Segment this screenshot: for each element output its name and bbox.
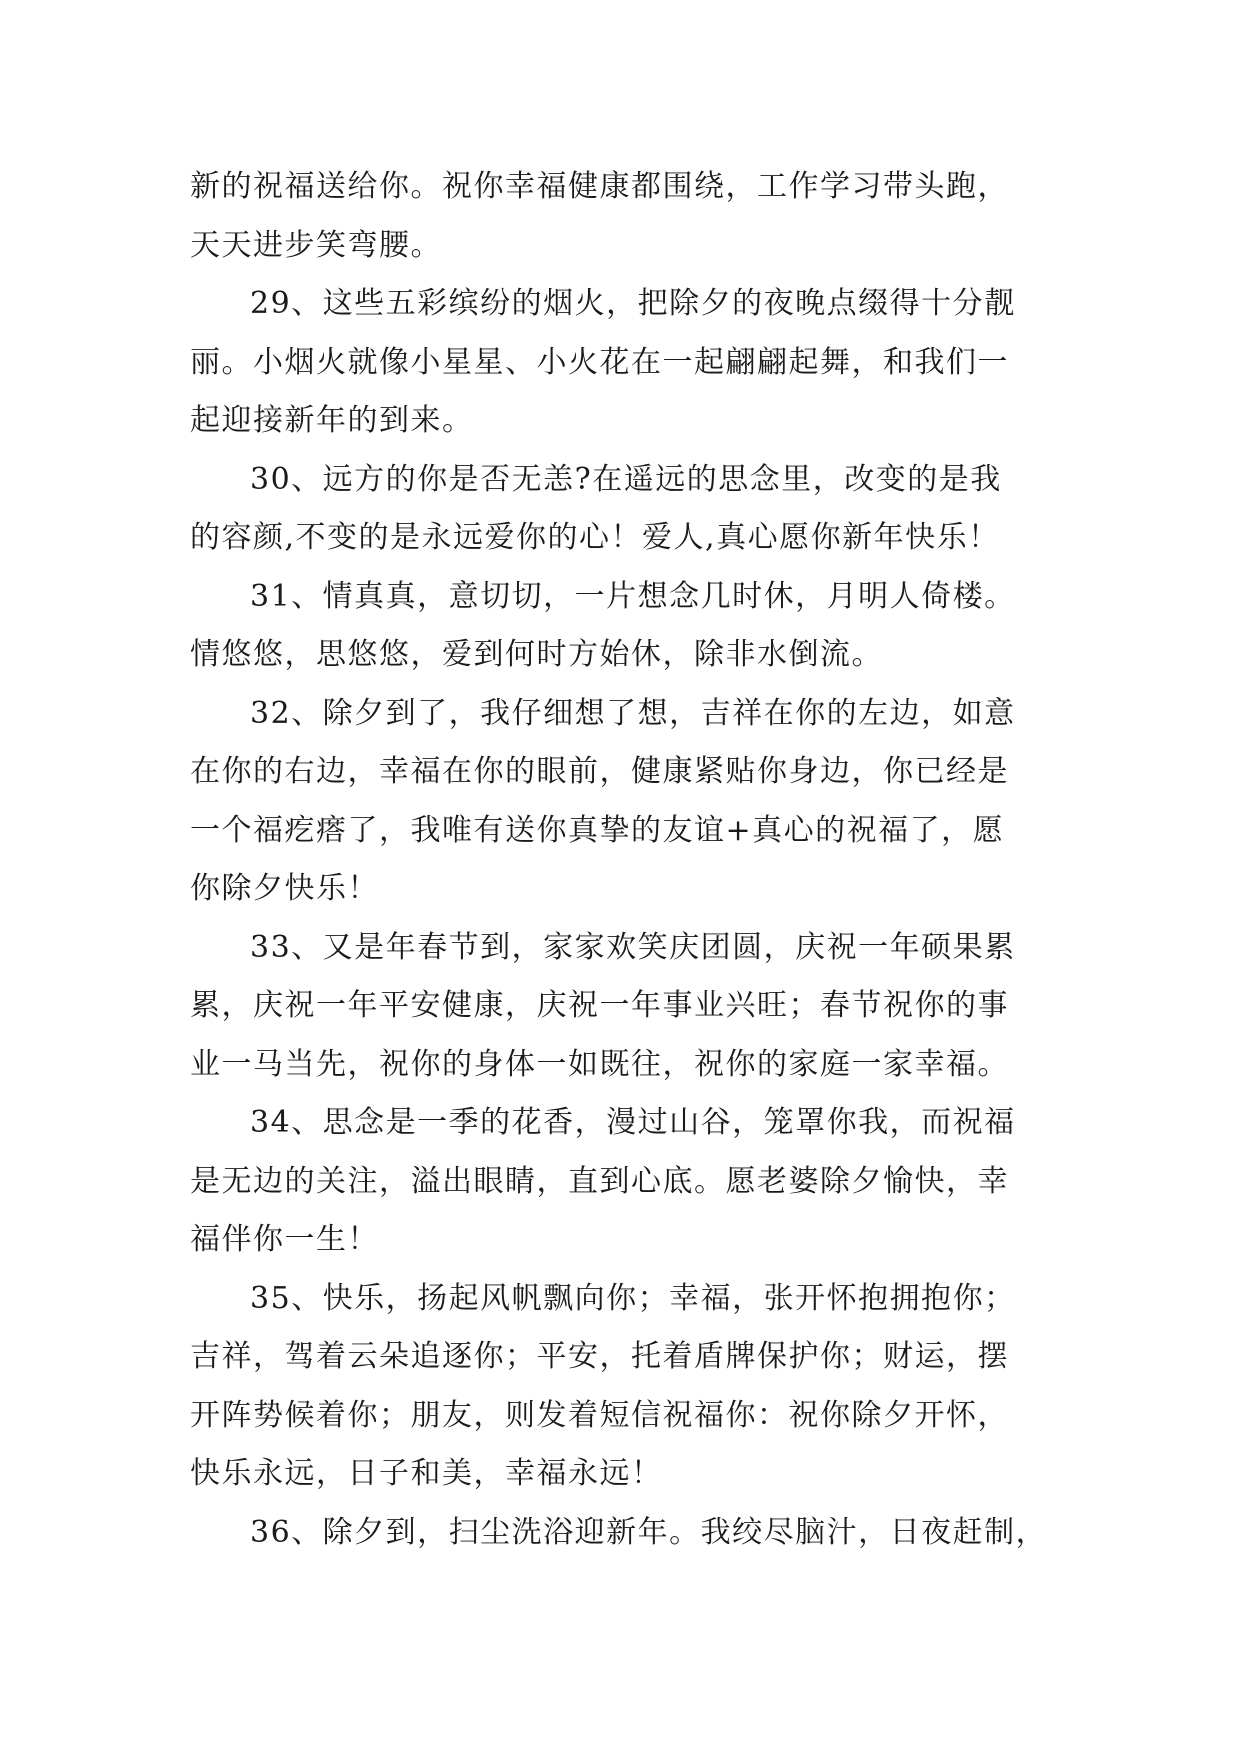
paragraph-32: [190, 685, 1070, 919]
text-line: 业一马当先，祝你的身体一如既往，祝你的家庭一家幸福。: [190, 1046, 1009, 1082]
paragraph-31: [190, 568, 1070, 685]
document-body: [190, 158, 1070, 1562]
paragraph-34: [190, 1094, 1070, 1270]
text-line: 福伴你一生！: [190, 1222, 379, 1257]
paragraph-28-continued: [190, 158, 1070, 275]
text-line: 丽。小烟火就像小星星、小火花在一起翩翩起舞，和我们一: [190, 344, 1009, 380]
text-line: 情悠悠，思悠悠，爱到何时方始休，除非水倒流。: [190, 637, 883, 672]
paragraph-36: [190, 1504, 1070, 1563]
text-line: 新的祝福送给你。祝你幸福健康都围绕，工作学习带头跑，: [190, 169, 1009, 204]
text-line: 33、又是年春节到，家家欢笑庆团圆，庆祝一年硕果累: [250, 929, 1016, 965]
text-line: 35、快乐，扬起风帆飘向你；幸福，张开怀抱拥抱你；: [250, 1280, 1016, 1316]
text-line: 34、思念是一季的花香，漫过山谷，笼罩你我，而祝福: [250, 1105, 1016, 1140]
text-line: 累，庆祝一年平安健康，庆祝一年事业兴旺；春节祝你的事: [190, 988, 1009, 1023]
text-line: 在你的右边，幸福在你的眼前，健康紧贴你身边，你已经是: [190, 754, 1009, 789]
text-line: 是无边的关注，溢出眼睛，直到心底。愿老婆除夕愉快，幸: [190, 1163, 1009, 1199]
text-line: 36、除夕到，扫尘洗浴迎新年。我绞尽脑汁，日夜赶制，: [250, 1514, 1048, 1550]
paragraph-35: [190, 1270, 1070, 1504]
paragraph-29: [190, 275, 1070, 451]
text-line: 29、这些五彩缤纷的烟火，把除夕的夜晚点缀得十分靓: [250, 286, 1016, 321]
text-line: 快乐永远，日子和美，幸福永远！: [190, 1456, 663, 1491]
text-line: 一个福疙瘩了，我唯有送你真挚的友谊+真心的祝福了，愿: [190, 812, 1005, 848]
text-line: 30、远方的你是否无恙?在遥远的思念里，改变的是我: [250, 461, 1002, 497]
paragraph-33: [190, 919, 1070, 1095]
text-line: 你除夕快乐！: [190, 871, 379, 906]
text-line: 天天进步笑弯腰。: [190, 227, 442, 263]
text-line: 开阵势候着你；朋友，则发着短信祝福你：祝你除夕开怀，: [190, 1397, 1009, 1433]
text-line: 的容颜,不变的是永远爱你的心！爱人,真心愿你新年快乐！: [190, 520, 1000, 555]
paragraph-30: [190, 451, 1070, 568]
text-line: 31、情真真，意切切，一片想念几时休，月明人倚楼。: [250, 578, 1016, 614]
text-line: 32、除夕到了，我仔细想了想，吉祥在你的左边，如意: [250, 695, 1016, 731]
text-line: 吉祥，驾着云朵追逐你；平安，托着盾牌保护你；财运，摆: [190, 1339, 1009, 1374]
text-line: 起迎接新年的到来。: [190, 403, 474, 438]
